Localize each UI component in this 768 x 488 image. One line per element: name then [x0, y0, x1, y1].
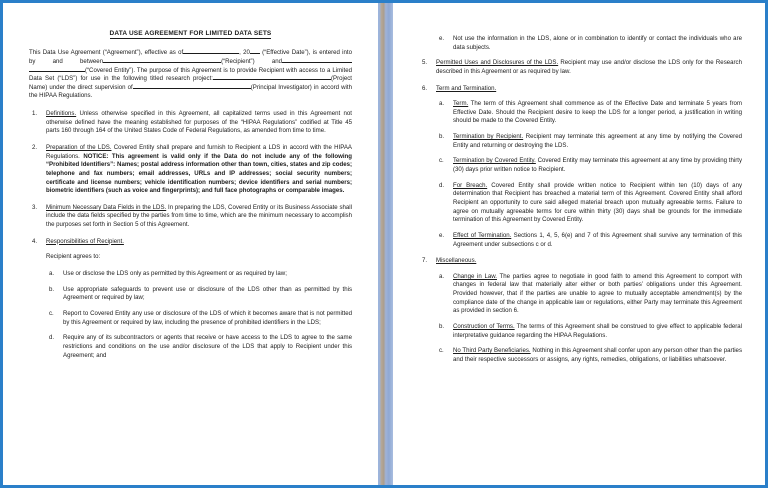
section-heading: Permitted Uses and Disclosures of the LDS.: [436, 59, 559, 67]
section-number: 2.: [32, 143, 38, 151]
list-item: [46, 310, 352, 327]
subitem-number: a.: [49, 270, 55, 278]
list-item: [436, 323, 742, 340]
subitem-heading: No Third Party Beneficiaries.: [453, 347, 531, 355]
list-item: [436, 273, 742, 316]
subitem-text: Require any of its subcontractors or agents that receive or have access to the LDS to agree to the same restrictions and conditions on the use and/or disclosure of the LDS that apply to Recipient under this Agreement; and: [63, 334, 352, 359]
page-gutter-divider: [378, 3, 393, 485]
section-number: 7.: [422, 257, 428, 265]
subitem-heading: Termination by Covered Entity.: [453, 157, 536, 165]
list-item: [436, 100, 742, 126]
page-right-content: [393, 3, 768, 383]
list-item: [436, 157, 742, 174]
intro-part-2: , 20: [239, 49, 250, 57]
document-page-left[interactable]: [3, 3, 378, 485]
list-item: [436, 182, 742, 225]
blank-covered-entity: [29, 71, 85, 72]
section-minimum-necessary-data-fields: [29, 204, 352, 230]
subitem-number: b.: [439, 133, 445, 141]
subitem-text: Covered Entity may terminate this agreement at any time by providing thirty (30) days prior written notice to Recipient.: [453, 157, 742, 174]
subitem-text: Report to Covered Entity any use or disclosure of the LDS of which it becomes aware that is not permitted by this Agreement or required by law, including the presence of prohibited identifiers in the LDS;: [63, 309, 352, 326]
subitem-number: e.: [439, 35, 445, 42]
section-number: 5.: [422, 59, 428, 67]
term-termination-list: [436, 100, 742, 249]
intro-paragraph: [29, 49, 352, 101]
subitem-number: b.: [439, 323, 445, 331]
subitem-heading: Change in Law.: [453, 272, 497, 280]
subitem-text: Recipient may terminate this agreement at any time by notifying the Covered Entity and returning or destroying the LDS.: [453, 133, 742, 149]
subitem-text: The parties agree to negotiate in good faith to amend this Agreement to comport with changes in federal law that materially alter either or both parties’ obligations under this Agreement. Provided however, that if the parties are unable to agree to mutually acceptable amendment(s) by the compliance date of the change in applicable law or regulations, either Party may terminate this Agreement as provided in section 6.: [453, 272, 742, 315]
recipient-agrees-lead: Recipient agrees to:: [46, 253, 101, 261]
subitem-number: c.: [49, 309, 54, 317]
blank-effective-date: [183, 53, 239, 54]
subitem-text: The terms of this Agreement shall be construed to give effect to applicable federal interpretative guidance regarding the HIPAA Regulations.: [453, 323, 742, 339]
subitem-number: d.: [439, 181, 445, 189]
subitem-number: d.: [49, 334, 55, 342]
subitem-heading: Effect of Termination.: [453, 231, 512, 239]
subitem-heading: Term.: [453, 100, 469, 108]
list-item: [436, 133, 742, 150]
subitem-number: a.: [439, 100, 445, 108]
section-responsibilities-of-recipient: [29, 238, 352, 360]
section-heading: Definitions.: [46, 110, 77, 118]
section-heading: Term and Termination.: [436, 84, 497, 92]
miscellaneous-list: [436, 273, 742, 365]
section-definitions: [29, 110, 352, 136]
section-term-and-termination: [419, 85, 742, 250]
subitem-number: e.: [439, 231, 445, 239]
blank-project-name: [213, 79, 331, 80]
section-body: Covered Entity shall prepare and furnish to Recipient a LDS in accord with the HIPAA Regulations.: [46, 143, 352, 160]
subitem-text: Covered Entity shall provide written notice to Recipient within ten (10) days of any determination that Recipient has breached a material term of this Agreement. Covered Entity shall afford Recipient an opportunity to cure said alleged material breach upon mutually agreeable terms. Failure to agree on mutually agreeable terms for cure within thirty (30) days shall be grounds for the immediate termination of this Agreement by Covered Entity.: [453, 181, 743, 224]
subitem-text: Use appropriate safeguards to prevent use or disclosure of the LDS other than as permitted by this Agreement or required by law;: [63, 285, 352, 302]
page-left-content: [3, 3, 378, 378]
recipient-obligations-continued: [419, 35, 742, 52]
section-miscellaneous: [419, 257, 742, 364]
section-number: 1.: [32, 110, 38, 118]
intro-part-7: (Principal Investigator) in accord with the HIPAA Regulations.: [29, 83, 352, 100]
subitem-number: b.: [49, 285, 55, 293]
section-preparation-of-lds: [29, 144, 352, 196]
subitem-text: Use or disclose the LDS only as permitted by this Agreement or as required by law;: [63, 270, 287, 278]
intro-part-4: (“Recipient”) and: [221, 57, 283, 65]
page-title: [29, 29, 352, 38]
section-number: 6.: [422, 84, 428, 92]
intro-part-1: This Data Use Agreement (“Agreement”), effective as of: [29, 49, 184, 57]
blank-covered-entity-lead: [282, 62, 352, 63]
section-body: In preparing the LDS, Covered Entity or its Business Associate shall include the data fields specified by the parties from time to time, which are the minimum necessary to accomplish the purposes set forth in Section 5 of this Agreement.: [46, 203, 352, 229]
document-page-right[interactable]: [393, 3, 768, 485]
subitem-heading: Termination by Recipient.: [453, 133, 524, 141]
subitem-number: a.: [439, 272, 445, 280]
right-page-section-list: [419, 59, 742, 364]
list-item: [436, 35, 742, 52]
subitem-number: c.: [439, 157, 444, 165]
subitem-text: Not use the information in the LDS, alone or in combination to identify or contact the individuals who are data subjects.: [453, 35, 742, 51]
section-heading: Responsibilities of Recipient.: [46, 237, 124, 245]
section-heading: Miscellaneous.: [436, 257, 477, 265]
subitem-text: Sections 1, 4, 5, 6(e) and 7 of this Agreement shall survive any termination of this Agreement under subsections c or d.: [453, 231, 742, 248]
left-page-section-list: [29, 110, 352, 360]
blank-principal-investigator: [133, 88, 251, 89]
section-number: 4.: [32, 237, 38, 245]
section-heading: Minimum Necessary Data Fields in the LDS.: [46, 203, 167, 211]
subitem-text: The term of this Agreement shall commence as of the Effective Date and terminate 5 years from Effective Date. Should the Recipient desire to keep the LDS for a longer period, a justification in writing should be made to the Covered Entity.: [453, 100, 742, 125]
subitem-heading: Construction of Terms.: [453, 323, 515, 331]
page-title-text: DATA USE AGREEMENT FOR LIMITED DATA SETS: [109, 30, 272, 37]
section-body: Recipient may use and/or disclose the LDS only for the Research described in this Agreement or as required by law.: [436, 59, 742, 75]
subitem-heading: For Breach.: [453, 181, 488, 189]
intro-part-6: (Project Name) under the direct supervision of: [29, 75, 352, 91]
list-item: [436, 232, 742, 249]
section-heading: Preparation of the LDS.: [46, 143, 112, 151]
recipient-obligations-list: [46, 270, 352, 360]
section-number: 3.: [32, 203, 38, 211]
intro-part-5: (“Covered Entity”). The purpose of this Agreement is to provide Recipient with access to a Limited Data Set (“LDS”) for use in the following titled research project:: [29, 66, 352, 83]
subitem-number: c.: [439, 347, 444, 355]
list-item: [436, 347, 742, 364]
section-permitted-uses-and-disclosures: [419, 59, 742, 76]
intro-part-3: (“Effective Date”), is entered into by and between: [29, 49, 353, 65]
list-item: [46, 270, 352, 279]
section-notice-bold: NOTICE: This agreement is valid only if the Data do not include any of the following “Prohibited Identifiers”: Names; postal address information other than town, cities, states and zip codes; telephone and fax numbers; email addresses, URLs and IP addresses; social security numbers; certificate and license numbers; vehicle identification numbers; device identifiers and serial numbers; biometric identifiers (such as voice and fingerprints); and full face photographs or comparable images.: [46, 152, 352, 195]
list-item: [46, 286, 352, 303]
subitem-text: Nothing in this Agreement shall confer upon any person other than the parties and their respective successors or assigns, any rights, remedies, obligations, or liabilities whatsoever.: [453, 347, 742, 363]
blank-year: [250, 53, 260, 54]
blank-recipient: [103, 62, 221, 63]
section-body: Unless otherwise specified in this Agreement, all capitalized terms used in this Agreement not otherwise defined have the meaning established for purposes of the “HIPAA Regulations” codified at Title 45 parts 160 through 164 of the United States Code of Federal Regulations, as amended from time to time.: [46, 110, 352, 135]
list-item: [46, 334, 352, 360]
